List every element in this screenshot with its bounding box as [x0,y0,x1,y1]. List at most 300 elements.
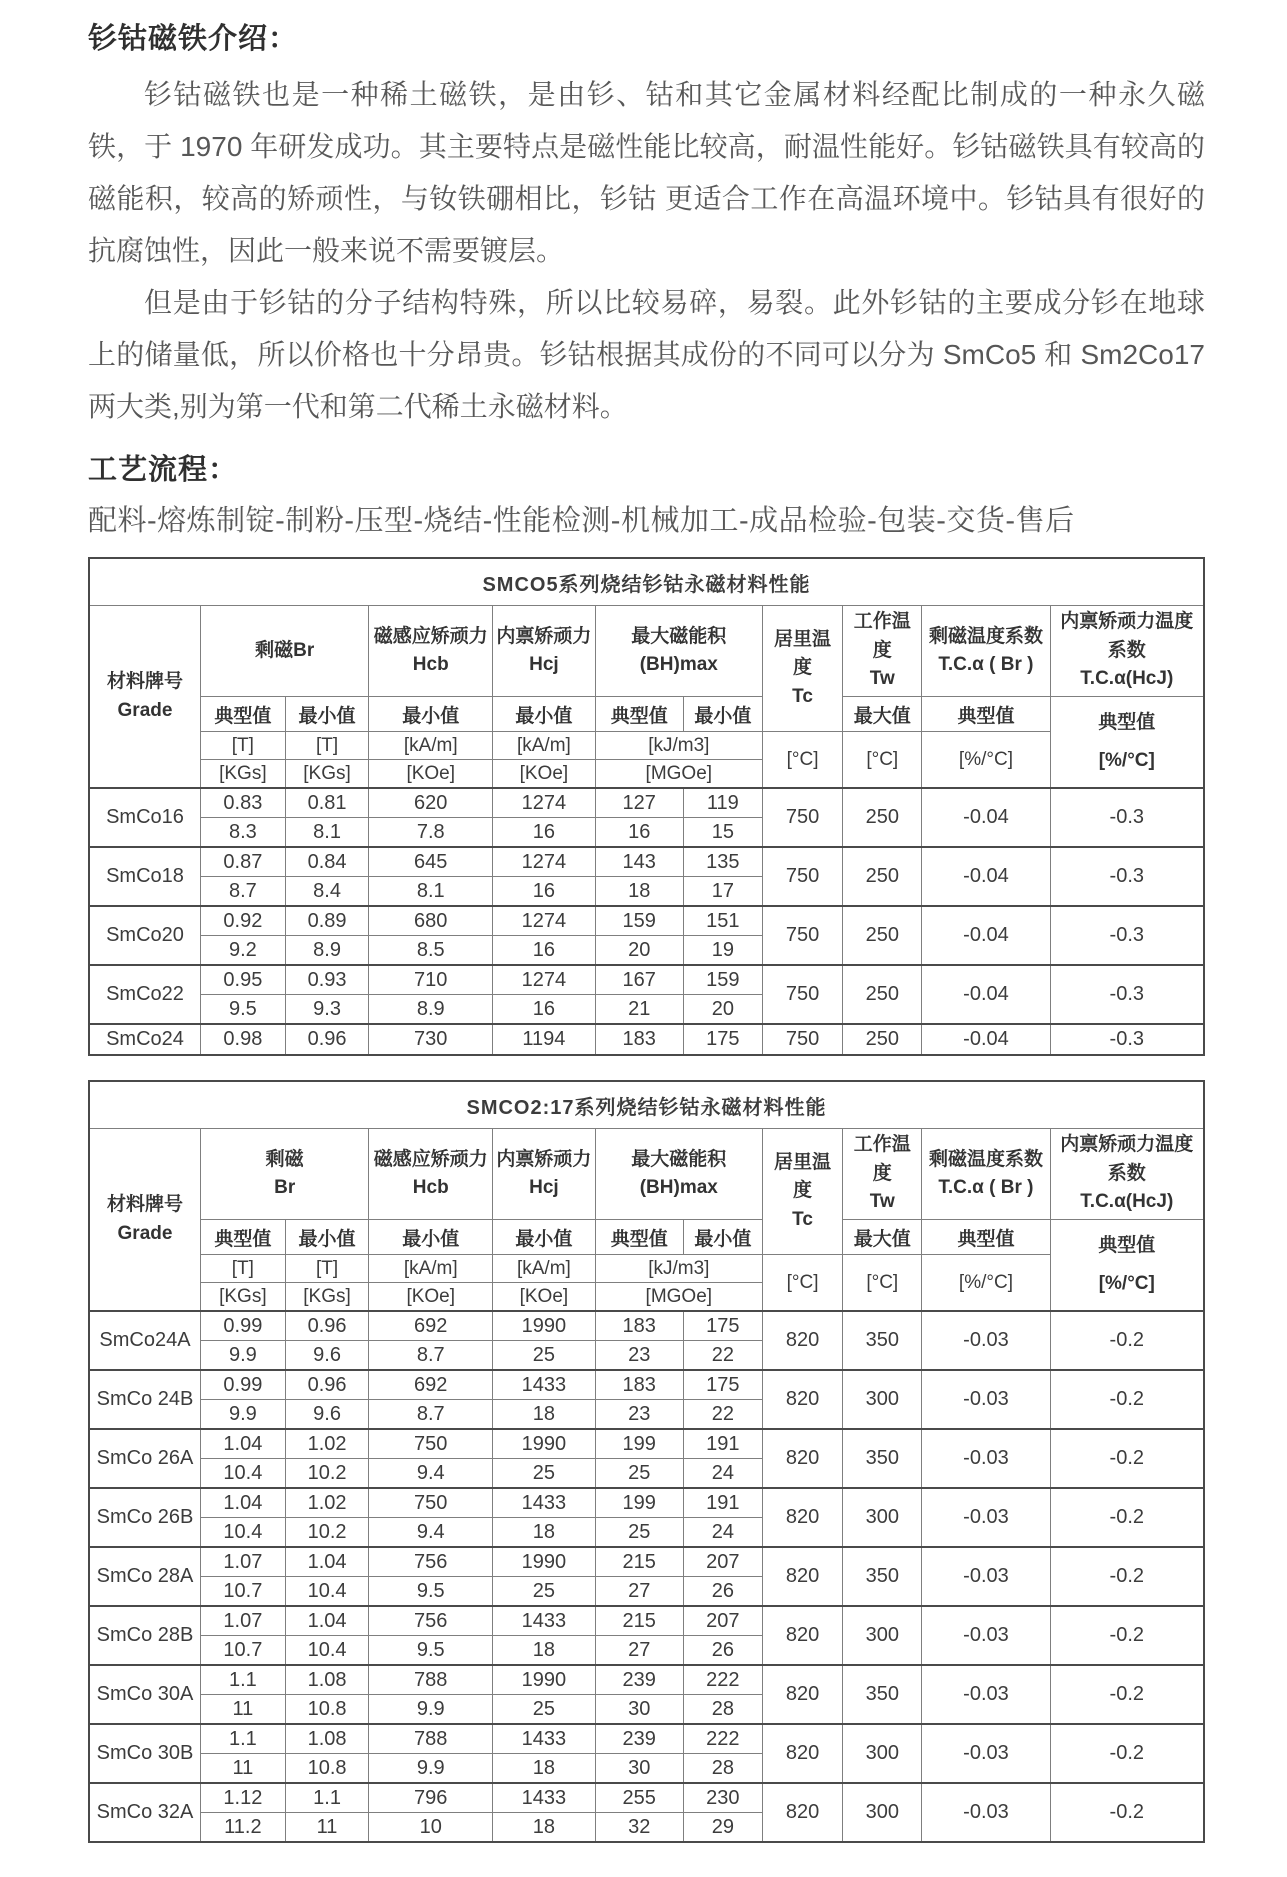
tw-value-cell: 300 [843,1724,922,1783]
tw-header: 工作温度 Tw [843,606,922,697]
table-row [89,1311,1204,1370]
tca-br-unit-cell: [%/°C] [922,1255,1050,1312]
tw-sub-header: 最大值 [843,1220,922,1255]
value-cell: 239 [595,1724,683,1754]
value-cell: 11 [201,1695,286,1725]
value-cell: 0.99 [201,1311,286,1341]
value-cell: 0.92 [201,906,286,936]
bhmax-header: 最大磁能积 (BH)max [595,606,762,697]
tc-value-cell: 820 [762,1724,842,1783]
value-cell: 9.4 [369,1518,493,1548]
intro-paragraph-1: 钐钴磁铁也是一种稀土磁铁，是由钐、钴和其它金属材料经配比制成的一种永久磁铁，于 1970 年研发成功。其主要特点是磁性能比较高，耐温性能好。钐钴磁铁具有较高的磁能积，较高的矫顽性，与钕铁硼相比，钐钴 更适合工作在高温环境中。钐钴具有很好的抗腐蚀性，因此一般来说不需要镀层。 [88,79,1205,266]
sub-header: 最小值 [369,697,493,732]
value-cell: 191 [683,1488,762,1518]
value-cell: 1.02 [285,1488,369,1518]
data-row-si [89,1547,1204,1577]
header-row-main [89,1129,1204,1220]
table-row [89,847,1204,906]
value-cell: 0.84 [285,847,369,877]
tw-header: 工作温度 Tw [843,1129,922,1220]
value-cell: 24 [683,1518,762,1548]
value-cell: 28 [683,1754,762,1784]
tw-value-cell: 300 [843,1783,922,1842]
hcb-header: 磁感应矫顽力 Hcb [369,1129,493,1220]
value-cell: 10.4 [201,1459,286,1489]
tca-hcj-header: 内禀矫顽力温度系数 T.C.α(HcJ) [1050,606,1204,697]
tw-value-cell: 350 [843,1429,922,1488]
value-cell: 10.4 [285,1636,369,1666]
table-row [89,1429,1204,1488]
tw-value-cell: 250 [843,906,922,965]
sub-header: 典型值 [595,697,683,732]
data-row-si [89,1606,1204,1636]
value-cell: 730 [369,1024,493,1055]
unit-cell: [kA/m] [493,732,596,760]
sub-header: 最小值 [683,1220,762,1255]
tca-hcj-value-cell: -0.2 [1050,1665,1204,1724]
table-title: SMCO2:17系列烧结钐钴永磁材料性能 [89,1081,1204,1129]
data-row-si [89,1429,1204,1459]
value-cell: 796 [369,1783,493,1813]
value-cell: 25 [595,1518,683,1548]
grade-cell: SmCo24A [89,1311,201,1370]
value-cell: 1433 [493,1724,596,1754]
value-cell: 788 [369,1665,493,1695]
value-cell: 135 [683,847,762,877]
value-cell: 222 [683,1665,762,1695]
value-cell: 183 [595,1311,683,1341]
sub-header: 最小值 [285,1220,369,1255]
tca-br-value-cell: -0.04 [922,788,1050,847]
value-cell: 230 [683,1783,762,1813]
value-cell: 1.07 [201,1606,286,1636]
value-cell: 10 [369,1813,493,1843]
tca-br-sub-header: 典型值 [922,1220,1050,1255]
tca-br-value-cell: -0.04 [922,1024,1050,1055]
sub-header: 典型值 [595,1220,683,1255]
value-cell: 1990 [493,1665,596,1695]
value-cell: 175 [683,1311,762,1341]
value-cell: 24 [683,1459,762,1489]
tw-unit-cell: [°C] [843,732,922,789]
value-cell: 1433 [493,1606,596,1636]
value-cell: 127 [595,788,683,818]
unit-cell: [KOe] [493,1283,596,1312]
value-cell: 9.6 [285,1400,369,1430]
value-cell: 710 [369,965,493,995]
process-heading: 工艺流程： [88,454,239,486]
unit-row-si [89,732,1204,760]
value-cell: 30 [595,1754,683,1784]
data-row-si [89,788,1204,818]
value-cell: 215 [595,1606,683,1636]
table-row [89,1606,1204,1665]
data-row-si [89,1665,1204,1695]
value-cell: 0.95 [201,965,286,995]
grade-cell: SmCo 32A [89,1783,201,1842]
value-cell: 11 [201,1754,286,1784]
unit-cell: [MGOe] [595,1283,762,1312]
value-cell: 18 [493,1636,596,1666]
value-cell: 8.1 [285,818,369,848]
tca-hcj-sub-header-unit: 典型值 [%/°C] [1050,697,1204,789]
value-cell: 0.81 [285,788,369,818]
table-row [89,1547,1204,1606]
value-cell: 183 [595,1370,683,1400]
material-tables-section [88,557,1205,1843]
unit-cell: [KOe] [493,760,596,789]
sub-header: 最小值 [493,697,596,732]
value-cell: 17 [683,877,762,907]
tca-hcj-value-cell: -0.2 [1050,1724,1204,1783]
tca-hcj-value-cell: -0.3 [1050,1024,1204,1055]
tca-br-value-cell: -0.03 [922,1783,1050,1842]
tca-br-value-cell: -0.03 [922,1488,1050,1547]
header-row-sub [89,1220,1204,1255]
unit-cell: [kJ/m3] [595,1255,762,1283]
tw-value-cell: 300 [843,1488,922,1547]
grade-cell: SmCo16 [89,788,201,847]
tc-value-cell: 750 [762,847,842,906]
grade-cell: SmCo 24B [89,1370,201,1429]
value-cell: 16 [493,936,596,966]
unit-cell: [kA/m] [493,1255,596,1283]
material-properties-table-1 [88,557,1205,1056]
value-cell: 26 [683,1636,762,1666]
tw-value-cell: 300 [843,1606,922,1665]
value-cell: 10.8 [285,1754,369,1784]
tca-hcj-value-cell: -0.2 [1050,1370,1204,1429]
value-cell: 8.5 [369,936,493,966]
value-cell: 756 [369,1547,493,1577]
process-flow-text: 配料-熔炼制锭-制粉-压型-烧结-性能检测-机械加工-成品检验-包装-交货-售后 [88,505,1075,537]
value-cell: 21 [595,995,683,1025]
tw-value-cell: 350 [843,1665,922,1724]
value-cell: 20 [595,936,683,966]
grade-cell: SmCo 30B [89,1724,201,1783]
value-cell: 8.3 [201,818,286,848]
value-cell: 16 [595,818,683,848]
data-row-si [89,906,1204,936]
tca-br-unit-cell: [%/°C] [922,732,1050,789]
table-row [89,788,1204,847]
sub-header: 最小值 [493,1220,596,1255]
sub-header: 最小值 [683,697,762,732]
value-cell: 207 [683,1606,762,1636]
value-cell: 750 [369,1488,493,1518]
value-cell: 8.9 [285,936,369,966]
unit-row-si [89,1255,1204,1283]
value-cell: 756 [369,1606,493,1636]
unit-cell: [kA/m] [369,732,493,760]
table-row [89,1724,1204,1783]
value-cell: 199 [595,1488,683,1518]
table-title: SMCO5系列烧结钐钴永磁材料性能 [89,558,1204,606]
value-cell: 1274 [493,906,596,936]
unit-cell: [T] [201,1255,286,1283]
unit-cell: [KGs] [285,1283,369,1312]
value-cell: 0.96 [285,1370,369,1400]
value-cell: 1433 [493,1783,596,1813]
value-cell: 10.2 [285,1459,369,1489]
value-cell: 0.87 [201,847,286,877]
value-cell: 191 [683,1429,762,1459]
tca-hcj-value-cell: -0.2 [1050,1488,1204,1547]
value-cell: 11.2 [201,1813,286,1843]
value-cell: 1.12 [201,1783,286,1813]
tc-value-cell: 820 [762,1547,842,1606]
grade-cell: SmCo24 [89,1024,201,1055]
grade-cell: SmCo22 [89,965,201,1024]
unit-cell: [KOe] [369,760,493,789]
tca-br-header: 剩磁温度系数 T.C.α ( Br ) [922,606,1050,697]
unit-cell: [kA/m] [369,1255,493,1283]
tca-br-value-cell: -0.03 [922,1724,1050,1783]
value-cell: 8.7 [369,1341,493,1371]
value-cell: 10.8 [285,1695,369,1725]
data-row-si [89,1724,1204,1754]
value-cell: 9.4 [369,1459,493,1489]
value-cell: 620 [369,788,493,818]
tca-br-value-cell: -0.03 [922,1370,1050,1429]
unit-cell: [kJ/m3] [595,732,762,760]
data-row-si [89,1024,1204,1055]
grade-cell: SmCo 26B [89,1488,201,1547]
value-cell: 25 [493,1695,596,1725]
tw-value-cell: 350 [843,1311,922,1370]
value-cell: 8.1 [369,877,493,907]
header-row-main [89,606,1204,697]
value-cell: 23 [595,1400,683,1430]
value-cell: 22 [683,1341,762,1371]
tc-header: 居里温度 Tc [762,606,842,732]
table-row [89,906,1204,965]
value-cell: 8.4 [285,877,369,907]
value-cell: 207 [683,1547,762,1577]
intro-paragraph-2: 但是由于钐钴的分子结构特殊，所以比较易碎，易裂。此外钐钴的主要成分钐在地球上的储量低，所以价格也十分昂贵。钐钴根据其成份的不同可以分为 SmCo5 和 Sm2Co17 两大类,别为第一代和第二代稀土永磁材料。 [88,287,1205,422]
tca-br-value-cell: -0.04 [922,847,1050,906]
value-cell: 1.1 [201,1724,286,1754]
value-cell: 1990 [493,1547,596,1577]
value-cell: 18 [493,1400,596,1430]
value-cell: 1.08 [285,1665,369,1695]
value-cell: 10.2 [285,1518,369,1548]
value-cell: 23 [595,1341,683,1371]
value-cell: 32 [595,1813,683,1843]
data-row-si [89,1370,1204,1400]
table-row [89,1024,1204,1055]
tca-hcj-value-cell: -0.3 [1050,965,1204,1024]
unit-cell: [T] [285,1255,369,1283]
value-cell: 18 [493,1813,596,1843]
sub-header: 最小值 [285,697,369,732]
value-cell: 1.1 [201,1665,286,1695]
grade-column-header: 材料牌号 Grade [89,606,201,789]
data-row-si [89,965,1204,995]
value-cell: 1990 [493,1429,596,1459]
sub-header: 最小值 [369,1220,493,1255]
value-cell: 9.9 [369,1695,493,1725]
tc-value-cell: 750 [762,1024,842,1055]
value-cell: 159 [595,906,683,936]
value-cell: 175 [683,1370,762,1400]
value-cell: 1.08 [285,1724,369,1754]
table-title-row [89,1081,1204,1129]
table-row [89,1370,1204,1429]
tca-br-value-cell: -0.03 [922,1547,1050,1606]
value-cell: 0.89 [285,906,369,936]
table-row [89,1665,1204,1724]
tca-hcj-sub-header-unit: 典型值 [%/°C] [1050,1220,1204,1312]
value-cell: 143 [595,847,683,877]
material-properties-table-2 [88,1080,1205,1843]
value-cell: 159 [683,965,762,995]
hcj-header: 内禀矫顽力 Hcj [493,1129,596,1220]
hcb-header: 磁感应矫顽力 Hcb [369,606,493,697]
value-cell: 18 [493,1518,596,1548]
tca-hcj-value-cell: -0.2 [1050,1547,1204,1606]
grade-column-header: 材料牌号 Grade [89,1129,201,1312]
table-row [89,1488,1204,1547]
intro-heading: 钐钴磁铁介绍： [88,23,299,55]
value-cell: 9.9 [201,1341,286,1371]
value-cell: 22 [683,1400,762,1430]
value-cell: 1990 [493,1311,596,1341]
value-cell: 0.83 [201,788,286,818]
value-cell: 9.6 [285,1341,369,1371]
br-header: 剩磁 Br [201,1129,369,1220]
grade-cell: SmCo 30A [89,1665,201,1724]
tca-hcj-value-cell: -0.2 [1050,1783,1204,1842]
value-cell: 645 [369,847,493,877]
tca-br-value-cell: -0.03 [922,1665,1050,1724]
value-cell: 750 [369,1429,493,1459]
value-cell: 9.2 [201,936,286,966]
tca-br-value-cell: -0.03 [922,1429,1050,1488]
value-cell: 692 [369,1370,493,1400]
tca-hcj-value-cell: -0.3 [1050,847,1204,906]
table-title-row [89,558,1204,606]
value-cell: 788 [369,1724,493,1754]
data-row-si [89,847,1204,877]
value-cell: 1.04 [285,1606,369,1636]
value-cell: 30 [595,1695,683,1725]
tc-header: 居里温度 Tc [762,1129,842,1255]
value-cell: 9.5 [201,995,286,1025]
unit-cell: [T] [285,732,369,760]
value-cell: 215 [595,1547,683,1577]
unit-cell: [KGs] [201,1283,286,1312]
grade-cell: SmCo20 [89,906,201,965]
value-cell: 167 [595,965,683,995]
unit-cell: [T] [201,732,286,760]
value-cell: 0.98 [201,1024,286,1055]
value-cell: 26 [683,1577,762,1607]
tca-br-value-cell: -0.03 [922,1311,1050,1370]
value-cell: 1274 [493,788,596,818]
tw-value-cell: 300 [843,1370,922,1429]
table-row [89,965,1204,1024]
value-cell: 9.9 [369,1754,493,1784]
tca-hcj-value-cell: -0.3 [1050,906,1204,965]
tca-hcj-value-cell: -0.2 [1050,1606,1204,1665]
value-cell: 11 [285,1813,369,1843]
unit-cell: [MGOe] [595,760,762,789]
value-cell: 0.96 [285,1311,369,1341]
value-cell: 0.93 [285,965,369,995]
value-cell: 0.99 [201,1370,286,1400]
value-cell: 199 [595,1429,683,1459]
value-cell: 9.5 [369,1636,493,1666]
value-cell: 27 [595,1636,683,1666]
value-cell: 239 [595,1665,683,1695]
value-cell: 0.96 [285,1024,369,1055]
unit-cell: [KGs] [285,760,369,789]
value-cell: 28 [683,1695,762,1725]
value-cell: 18 [493,1754,596,1784]
tc-value-cell: 750 [762,906,842,965]
value-cell: 1274 [493,847,596,877]
value-cell: 16 [493,818,596,848]
tw-unit-cell: [°C] [843,1255,922,1312]
value-cell: 1274 [493,965,596,995]
value-cell: 15 [683,818,762,848]
value-cell: 25 [493,1459,596,1489]
tc-value-cell: 750 [762,788,842,847]
value-cell: 10.4 [201,1518,286,1548]
tc-unit-cell: [°C] [762,732,842,789]
value-cell: 1.04 [201,1488,286,1518]
value-cell: 119 [683,788,762,818]
tca-br-value-cell: -0.04 [922,965,1050,1024]
value-cell: 1.04 [285,1547,369,1577]
value-cell: 1.1 [285,1783,369,1813]
value-cell: 25 [493,1577,596,1607]
value-cell: 1.02 [285,1429,369,1459]
value-cell: 1.07 [201,1547,286,1577]
tc-value-cell: 820 [762,1606,842,1665]
tca-hcj-header: 内禀矫顽力温度系数 T.C.α(HcJ) [1050,1129,1204,1220]
value-cell: 151 [683,906,762,936]
value-cell: 9.9 [201,1400,286,1430]
value-cell: 18 [595,877,683,907]
hcj-header: 内禀矫顽力 Hcj [493,606,596,697]
value-cell: 29 [683,1813,762,1843]
value-cell: 10.7 [201,1636,286,1666]
tw-value-cell: 250 [843,965,922,1024]
value-cell: 10.4 [285,1577,369,1607]
sub-header: 典型值 [201,1220,286,1255]
value-cell: 222 [683,1724,762,1754]
tw-value-cell: 250 [843,847,922,906]
value-cell: 10.7 [201,1577,286,1607]
value-cell: 692 [369,1311,493,1341]
unit-cell: [KGs] [201,760,286,789]
grade-cell: SmCo18 [89,847,201,906]
data-row-si [89,1488,1204,1518]
value-cell: 8.9 [369,995,493,1025]
data-row-si [89,1783,1204,1813]
tc-value-cell: 750 [762,965,842,1024]
value-cell: 183 [595,1024,683,1055]
tca-br-sub-header: 典型值 [922,697,1050,732]
tc-value-cell: 820 [762,1665,842,1724]
tc-value-cell: 820 [762,1783,842,1842]
tw-value-cell: 350 [843,1547,922,1606]
tca-hcj-value-cell: -0.2 [1050,1429,1204,1488]
value-cell: 16 [493,995,596,1025]
tc-value-cell: 820 [762,1488,842,1547]
